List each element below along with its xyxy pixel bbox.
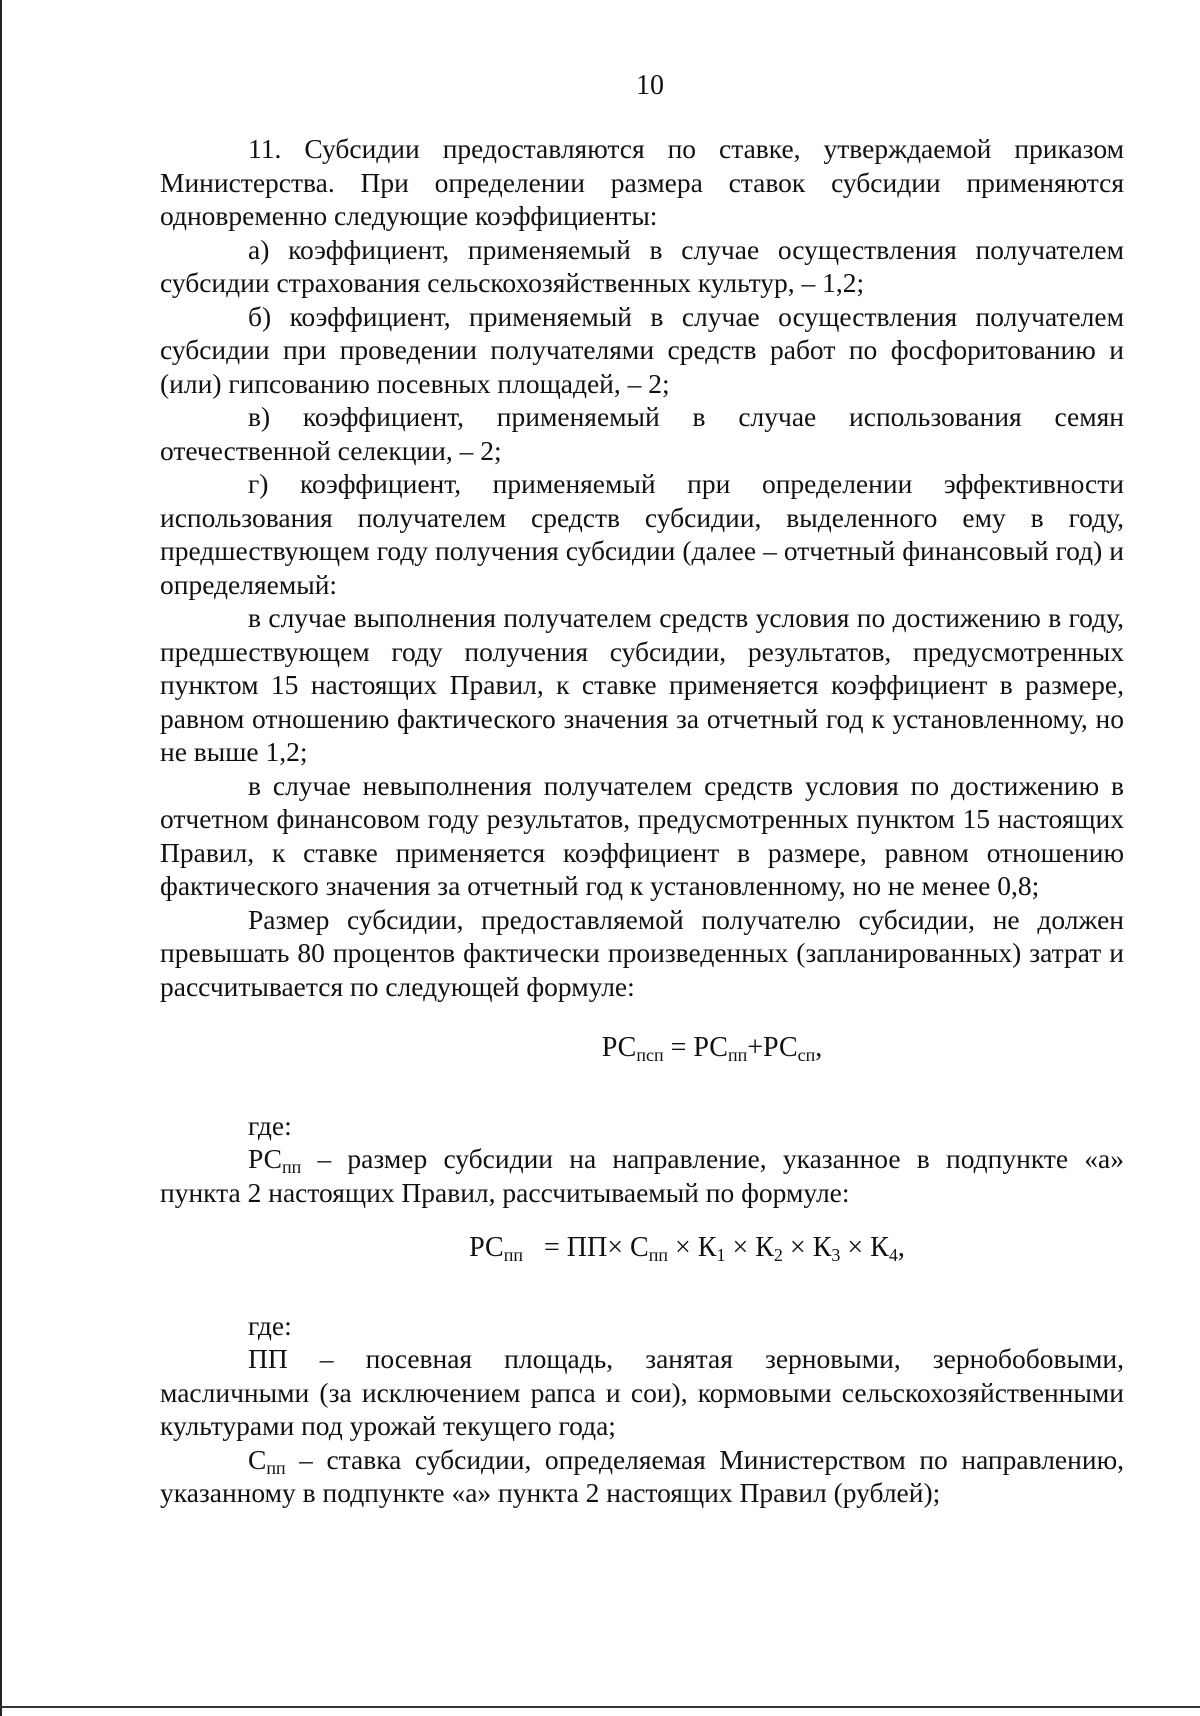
scan-left-edge [0,0,2,1716]
def-rspp-symbol: РС [248,1143,282,1174]
paragraph-fulfilled: в случае выполнения получателем средств условия по достижению в году, предшествующем году получения субсидии, результатов, предусмотренных пунктом 15 настоящих Правил, к ставке применяется коэффициент в размере, равном отношению фактического значения за отчетный год к установленному, но не выше 1,2; [160,602,1124,767]
def-rspp-text: – размер субсидии на направление, указанное в подпункте «а» пункта 2 настоящих Правил, рассчитываемый по формуле: [160,1143,1124,1208]
definition-rspp [160,1142,1124,1209]
where-label-1: где: [248,1109,292,1141]
formula2-eq: = ПП× С [523,1232,649,1263]
definition-pp: ПП – посевная площадь, занятая зерновыми, зернобобовыми, масличными (за исключением рапса и сои), кормовыми сельскохозяйственными культурами под урожай текущего года; [160,1343,1124,1441]
def-cpp-sub: пп [266,1457,286,1478]
formula1-plus: +РС [747,1032,798,1063]
where-label-2: где: [248,1309,292,1341]
formula2-k3: × К [782,1232,832,1263]
def-rspp-sub: пп [281,1157,302,1177]
paragraph-11: 11. Субсидии предоставляются по ставке, утверждаемой приказом Министерства. При определении размера ставок субсидии применяются одновременно следующие коэффициенты: [160,133,1124,231]
definition-cpp [160,1443,1124,1510]
scan-bottom-edge [0,1706,1200,1708]
formula1-t2-sub: сп [797,1045,816,1065]
formula2-lhs-sub: пп [503,1245,523,1265]
paragraph-g: г) коэффициент, применяемый при определении эффективности использования получателем средств субсидии, выделенного ему в году, предшествующем году получения субсидии (далее – отчетный финансовый год) и определяемый: [160,468,1124,600]
formula2-c-sub: пп [648,1245,668,1265]
formula-rspp [160,1231,1124,1265]
formula2-k3-sub: 3 [831,1245,841,1265]
paragraph-a: а) коэффициент, применяемый в случае осуществления получателем субсидии страхования сельскохозяйственных культур, – 1,2; [160,233,1124,298]
def-cpp-symbol: С [248,1443,267,1475]
formula2-end: , [897,1232,905,1263]
formula1-eq: = РС [663,1032,728,1063]
formula2-k1: × К [667,1232,717,1263]
document-body [160,132,1124,1510]
formula2-k1-sub: 1 [716,1245,726,1265]
paragraph-b: б) коэффициент, применяемый в случае осуществления получателем субсидии при проведении получателями средств работ по фосфоритованию и (или) гипсованию посевных площадей, – 2; [160,300,1124,399]
formula2-k2-sub: 2 [773,1245,783,1265]
paragraph-v: в) коэффициент, применяемый в случае использования семян отечественной селекции, – 2; [160,401,1124,466]
formula1-lhs-sub: псп [636,1045,664,1065]
formula2-lhs: РС [469,1232,504,1263]
formula2-k4-sub: 4 [888,1245,898,1265]
paragraph-not-fulfilled: в случае невыполнения получателем средств условия по достижению в отчетном финансовом году результатов, предусмотренных пунктом 15 настоящих Правил, к ставке применяется коэффициент в размере, равном отношению фактического значения за отчетный год к установленному, но не менее 0,8; [160,769,1124,901]
def-cpp-text: – ставка субсидии, определяемая Министерством по направлению, указанному в подпункте «а» пункта 2 настоящих Правил (рублей); [160,1443,1124,1508]
formula2-k4: × К [840,1232,889,1263]
formula1-lhs: РС [601,1032,637,1063]
formula-rspsp [160,1031,1124,1065]
paragraph-subsidy-size: Размер субсидии, предоставляемой получателю субсидии, не должен превышать 80 процентов фактически произведенных (запланированных) затрат и рассчитывается по следующей формуле: [160,903,1124,1002]
formula2-k2: × К [725,1232,774,1263]
formula1-end: , [815,1032,823,1063]
page-number: 10 [636,70,664,101]
formula1-t1-sub: пп [727,1045,748,1065]
